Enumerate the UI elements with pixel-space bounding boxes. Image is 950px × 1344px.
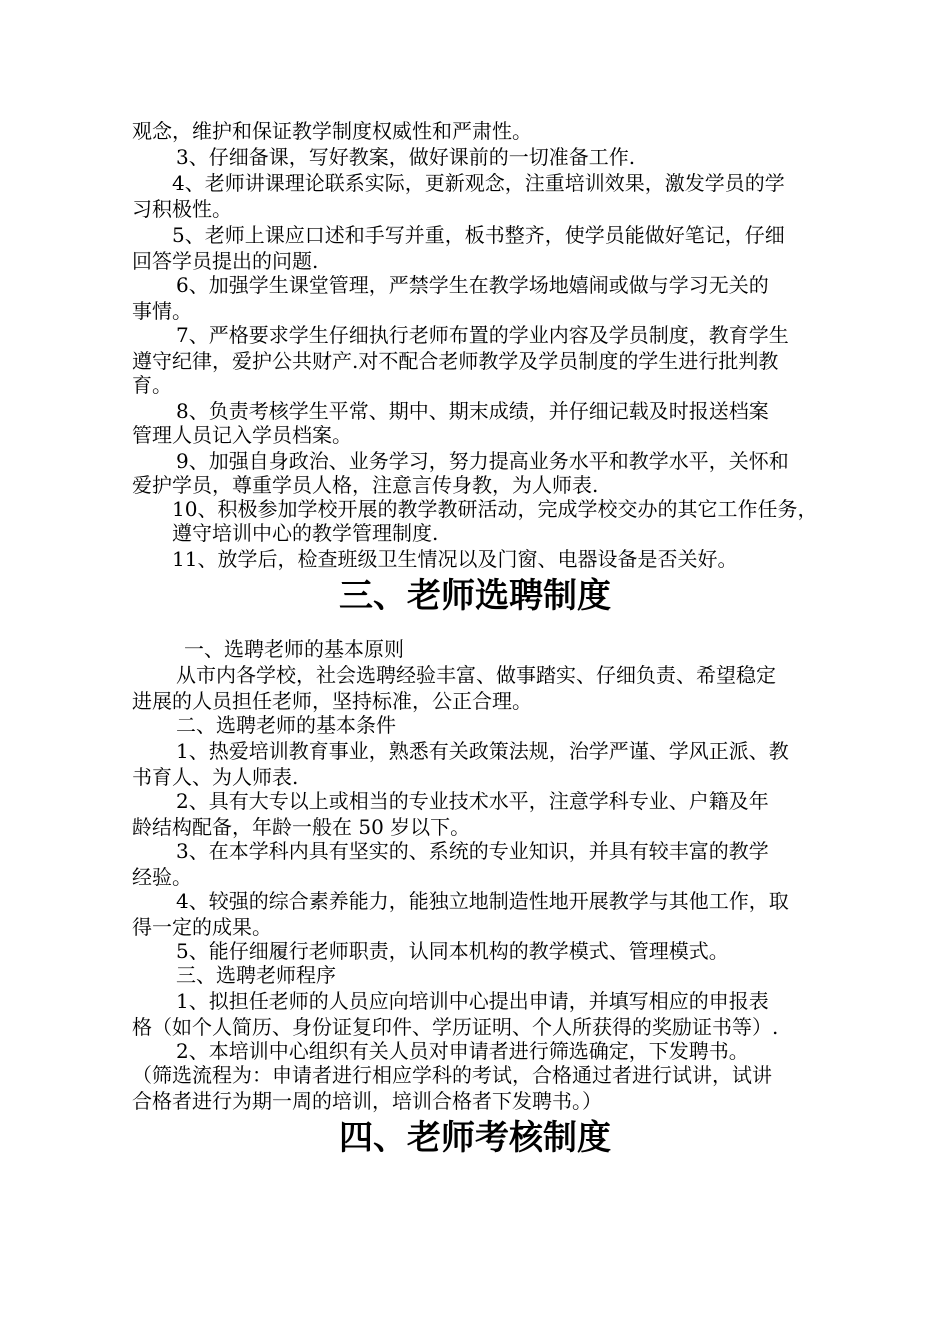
paragraph-line: 经验。: [132, 865, 192, 889]
paragraph-line: 5、能仔细履行老师职责，认同本机构的教学模式、管理模式。: [176, 939, 729, 963]
paragraph-line: 3、仔细备课，写好教案，做好课前的一切准备工作.: [176, 145, 636, 169]
paragraph-line: 书育人、为人师表.: [132, 765, 299, 789]
paragraph-line: 2、具有大专以上或相当的专业技术水平，注意学科专业、户籍及年: [176, 789, 769, 813]
paragraph-line: 1、拟担任老师的人员应向培训中心提出申请，并填写相应的申报表: [176, 989, 769, 1013]
section-heading: 三、老师选聘制度: [339, 576, 611, 616]
paragraph-line: 8、负责考核学生平常、期中、期末成绩，并仔细记载及时报送档案: [176, 399, 769, 423]
subheading-line: 三、选聘老师程序: [176, 963, 336, 987]
paragraph-line: 观念，维护和保证教学制度权威性和严肃性。: [132, 119, 532, 143]
paragraph-line: 得一定的成果。: [132, 915, 272, 939]
paragraph-line: 管理人员记入学员档案。: [132, 423, 352, 447]
subheading-line: 二、选聘老师的基本条件: [176, 713, 396, 737]
paragraph-line: 11、放学后，检查班级卫生情况以及门窗、电器设备是否关好。: [172, 547, 738, 571]
paragraph-line: 格（如个人简历、身份证复印件、学历证明、个人所获得的奖励证书等）.: [132, 1015, 779, 1039]
paragraph-line: 3、在本学科内具有坚实的、系统的专业知识，并具有较丰富的教学: [176, 839, 769, 863]
subheading-line: 一、选聘老师的基本原则: [184, 637, 404, 661]
paragraph-line: 回答学员提出的问题.: [132, 249, 319, 273]
paragraph-line: 10、积极参加学校开展的教学教研活动，完成学校交办的其它工作任务，: [172, 497, 818, 521]
paragraph-line: 6、加强学生课堂管理，严禁学生在教学场地嬉闹或做与学习无关的: [176, 273, 769, 297]
paragraph-line: 7、严格要求学生仔细执行老师布置的学业内容及学员制度，教育学生: [176, 323, 789, 347]
paragraph-line: 进展的人员担任老师，坚持标准，公正合理。: [132, 689, 532, 713]
paragraph-line: 育。: [132, 373, 172, 397]
paragraph-line: 2、本培训中心组织有关人员对申请者进行筛选确定，下发聘书。: [176, 1039, 749, 1063]
paragraph-line: 4、老师讲课理论联系实际，更新观念，注重培训效果，激发学员的学: [172, 171, 785, 195]
section-heading: 四、老师考核制度: [339, 1118, 611, 1158]
paragraph-line: 习积极性。: [132, 197, 232, 221]
paragraph-line: 爱护学员，尊重学员人格，注意言传身教，为人师表.: [132, 473, 599, 497]
paragraph-line: 遵守纪律，爱护公共财产.对不配合老师教学及学员制度的学生进行批判教: [132, 349, 779, 373]
paragraph-line: 遵守培训中心的教学管理制度.: [172, 521, 439, 545]
paragraph-line: 9、加强自身政治、业务学习，努力提高业务水平和教学水平，关怀和: [176, 449, 789, 473]
paragraph-line: 合格者进行为期一周的培训，培训合格者下发聘书。）: [132, 1089, 602, 1113]
paragraph-line: 1、热爱培训教育事业，熟悉有关政策法规，治学严谨、学风正派、教: [176, 739, 789, 763]
paragraph-line: 龄结构配备，年龄一般在 50 岁以下。: [132, 815, 471, 839]
paragraph-line: 5、老师上课应口述和手写并重，板书整齐，使学员能做好笔记，仔细: [172, 223, 785, 247]
paragraph-line: 从市内各学校，社会选聘经验丰富、做事踏实、仔细负责、希望稳定: [176, 663, 776, 687]
paragraph-line: 事情。: [132, 299, 192, 323]
paragraph-line: 4、较强的综合素养能力，能独立地制造性地开展教学与其他工作，取: [176, 889, 789, 913]
paragraph-line: （筛选流程为：申请者进行相应学科的考试，合格通过者进行试讲，试讲: [132, 1063, 772, 1087]
